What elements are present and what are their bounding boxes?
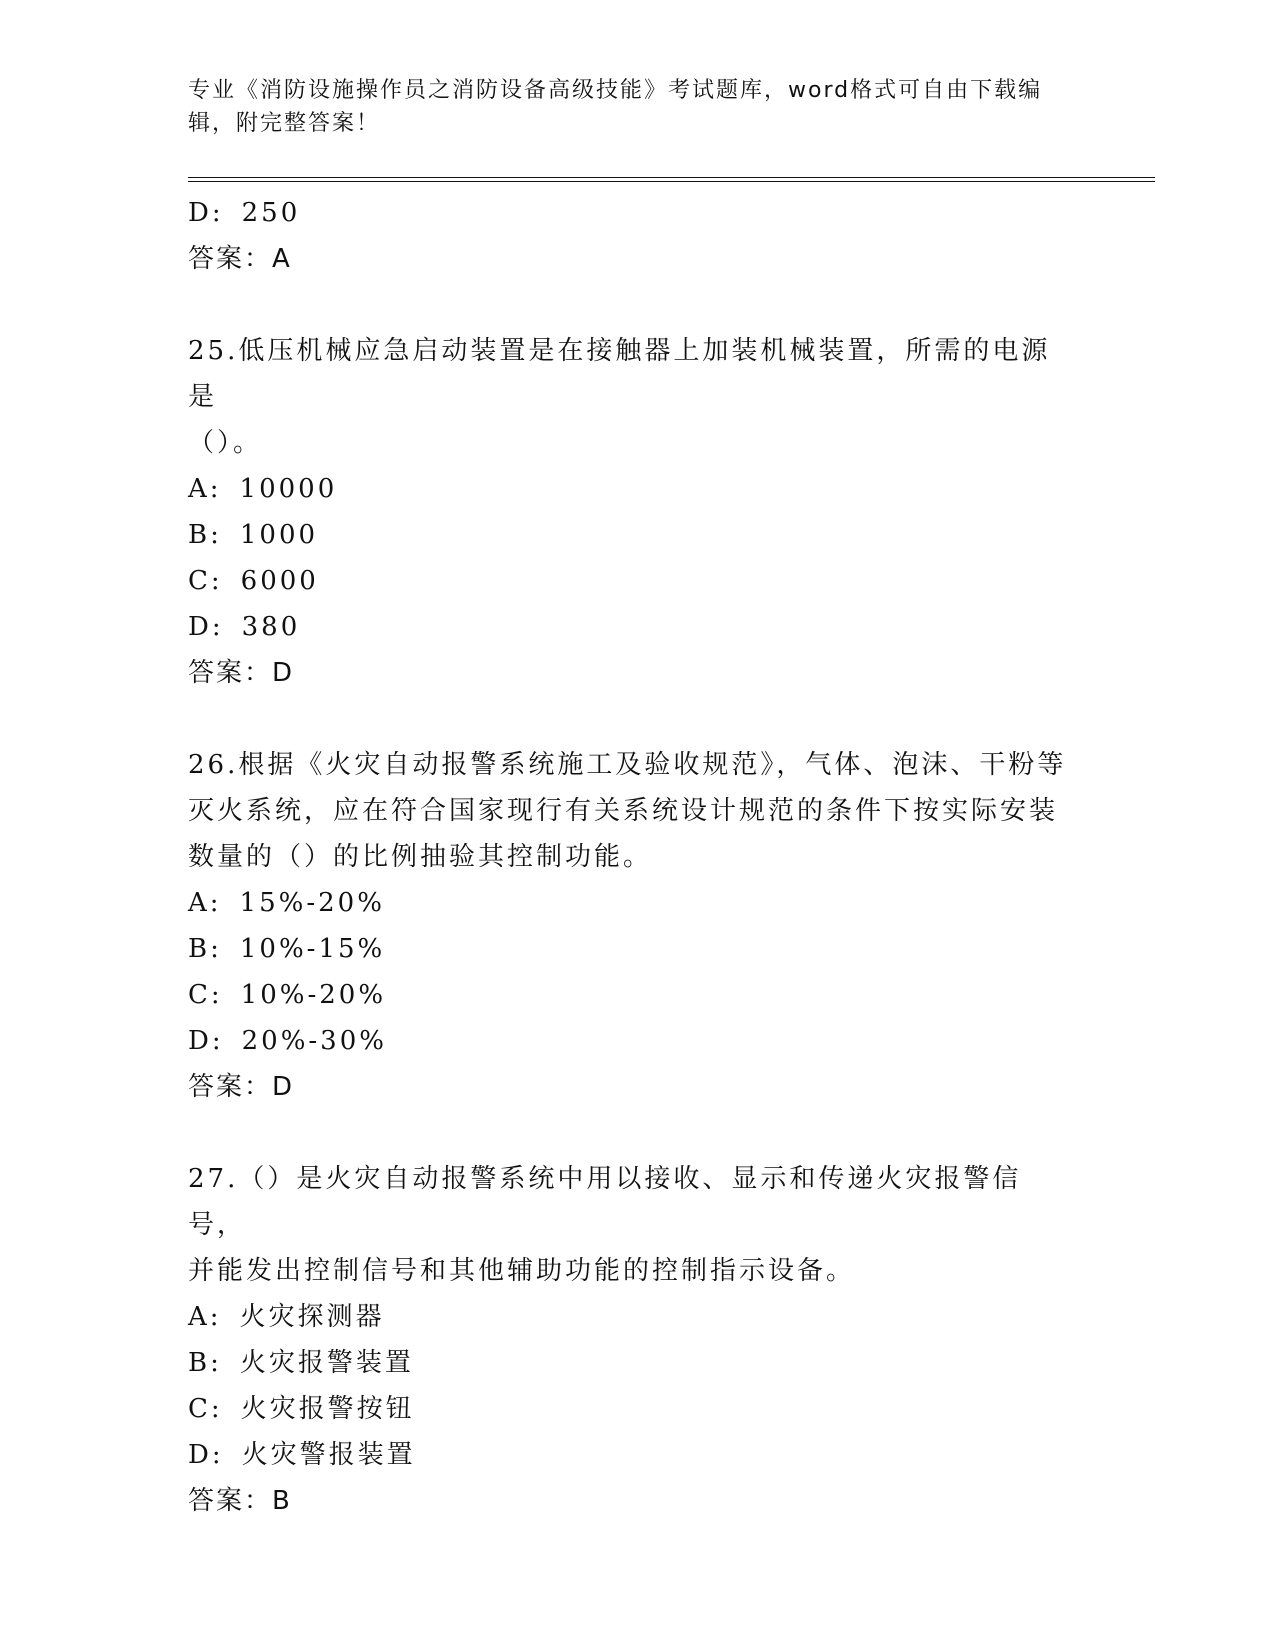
question-text-line: （）。 xyxy=(188,428,263,458)
option-d xyxy=(188,1018,1088,1064)
answer-25: 答案：D xyxy=(188,658,295,688)
header-line-1: 专业《消防设施操作员之消防设备高级技能》考试题库，word格式可自由下载编 xyxy=(188,78,1043,103)
option-label: D: xyxy=(188,1026,224,1056)
header-line-2: 辑，附完整答案！ xyxy=(188,111,381,136)
option-b xyxy=(188,512,1088,558)
option-value: 380 xyxy=(241,612,301,642)
question-text-line: 27.（）是火灾自动报警系统中用以接收、显示和传递火灾报警信号， xyxy=(188,1164,1022,1240)
option-a xyxy=(188,466,1088,512)
option-label: B: xyxy=(188,520,222,550)
option-label: C: xyxy=(188,1394,223,1424)
question-25 xyxy=(188,328,1078,466)
question-text-line: 并能发出控制信号和其他辅助功能的控制指示设备。 xyxy=(188,1256,856,1286)
answer-26: 答案：D xyxy=(188,1072,295,1102)
option-value: 10000 xyxy=(239,474,338,504)
option-a xyxy=(188,880,1088,926)
option-b xyxy=(188,926,1088,972)
option-label: C: xyxy=(188,566,223,596)
option-label: B: xyxy=(188,1348,222,1378)
option-c xyxy=(188,1386,1088,1432)
option-c xyxy=(188,558,1088,604)
option-value: 20%-30% xyxy=(241,1026,387,1056)
question-text-line: 25.低压机械应急启动装置是在接触器上加装机械装置，所需的电源是 xyxy=(188,336,1051,412)
question-text-line: 灭火系统，应在符合国家现行有关系统设计规范的条件下按实际安装 xyxy=(188,796,1059,826)
option-label: C: xyxy=(188,980,223,1010)
option-value: 火灾警报装置 xyxy=(241,1440,416,1470)
option-label: A: xyxy=(188,1302,222,1332)
option-label: A: xyxy=(188,474,222,504)
option-value: 250 xyxy=(241,198,301,228)
prev-answer: 答案：A xyxy=(188,244,292,274)
question-26 xyxy=(188,742,1078,880)
option-value: 15%-20% xyxy=(239,888,385,918)
document-header xyxy=(188,74,1068,140)
answer-27: 答案：B xyxy=(188,1486,292,1516)
option-b xyxy=(188,1340,1088,1386)
option-value: 6000 xyxy=(240,566,319,596)
option-label: B: xyxy=(188,934,222,964)
question-text-line: 数量的（）的比例抽验其控制功能。 xyxy=(188,842,653,872)
option-value: 1000 xyxy=(239,520,319,550)
question-list xyxy=(188,190,1088,1524)
header-divider-bottom xyxy=(188,181,1155,182)
option-d xyxy=(188,1432,1088,1478)
option-value: 火灾报警按钮 xyxy=(240,1394,415,1424)
option-d xyxy=(188,604,1088,650)
option-value: 火灾探测器 xyxy=(239,1302,385,1332)
option-label: A: xyxy=(188,888,222,918)
option-label: D: xyxy=(188,1440,224,1470)
header-divider-top xyxy=(188,177,1155,178)
prev-option-d xyxy=(188,190,1088,236)
option-a xyxy=(188,1294,1088,1340)
question-text-line: 26.根据《火灾自动报警系统施工及验收规范》，气体、泡沫、干粉等 xyxy=(188,750,1067,780)
option-value: 火灾报警装置 xyxy=(239,1348,414,1378)
question-27 xyxy=(188,1156,1078,1294)
option-value: 10%-15% xyxy=(239,934,386,964)
option-label: D: xyxy=(188,198,224,228)
option-label: D: xyxy=(188,612,224,642)
option-c xyxy=(188,972,1088,1018)
option-value: 10%-20% xyxy=(240,980,387,1010)
